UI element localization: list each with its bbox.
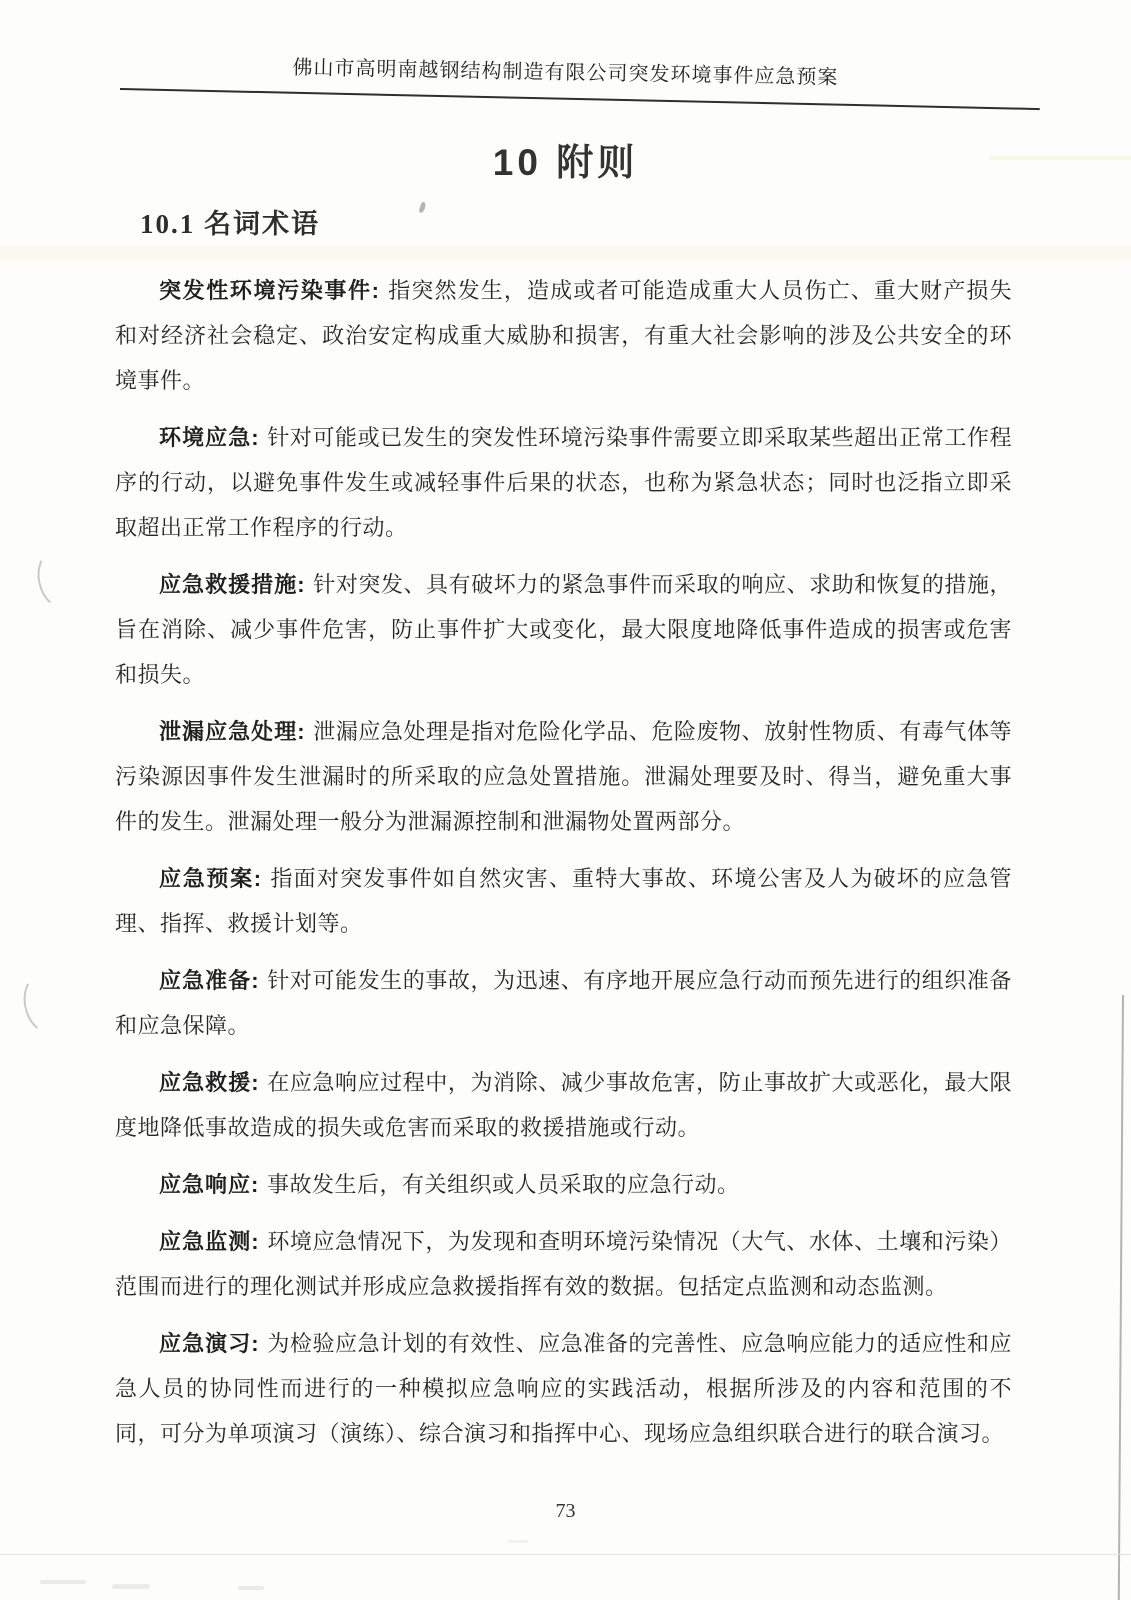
binder-ring-mark (32, 546, 83, 611)
term-label: 应急预案: (159, 866, 263, 891)
term-label: 泄漏应急处理: (159, 719, 306, 744)
term-definition: 为检验应急计划的有效性、应急准备的完善性、应急响应能力的适应性和应急人员的协同性而进行的一种模拟应急响应的实践活动，根据所涉及的内容和范围的不同，可分为单项演习（演练）、综合演习和指挥中心、现场应急组织联合进行的联合演习。 (115, 1331, 1012, 1446)
term-definition: 环境应急情况下，为发现和查明环境污染情况（大气、水体、土壤和污染）范围而进行的理化测试并形成应急救援指挥有效的数据。包括定点监测和动态监测。 (115, 1229, 1012, 1299)
term-label: 应急演习: (159, 1331, 260, 1356)
term-definition: 在应急响应过程中，为消除、减少事故危害，防止事故扩大或恶化，最大限度地降低事故造成的损失或危害而采取的救援措施或行动。 (115, 1070, 1012, 1140)
page-header-title: 佛山市高明南越钢结构制造有限公司突发环境事件应急预案 (292, 56, 839, 90)
term-definition: 指突然发生，造成或者可能造成重大人员伤亡、重大财产损失和对经济社会稳定、政治安定构成重大威胁和损害，有重大社会影响的涉及公共安全的环境事件。 (115, 278, 1012, 393)
term-definition: 针对突发、具有破坏力的紧急事件而采取的响应、求助和恢复的措施，旨在消除、减少事件危害，防止事件扩大或变化，最大限度地降低事件造成的损害或危害和损失。 (115, 572, 1012, 687)
term-definition: 针对可能发生的事故，为迅速、有序地开展应急行动而预先进行的组织准备和应急保障。 (115, 968, 1012, 1038)
binder-ring-mark (18, 968, 76, 1038)
page-number: 73 (555, 1500, 576, 1522)
term-paragraph (115, 1060, 1012, 1150)
scan-smudge (238, 1586, 264, 1590)
term-label: 环境应急: (159, 425, 260, 450)
term-label: 应急救援措施: (159, 572, 306, 597)
term-paragraph (115, 1321, 1012, 1456)
term-definition: 事故发生后，有关组织或人员采取的应急行动。 (267, 1172, 740, 1197)
term-paragraph (115, 958, 1012, 1048)
chapter-title: 10 附则 (492, 142, 639, 183)
header-rule (120, 88, 1040, 110)
term-label: 应急监测: (159, 1229, 260, 1254)
term-paragraph (115, 856, 1012, 946)
scan-smudge (112, 1584, 150, 1589)
terms-body (115, 268, 1012, 1468)
term-definition: 指面对突发事件如自然灾害、重特大事故、环境公害及人为破坏的应急管理、指挥、救援计划等。 (115, 866, 1012, 936)
term-label: 应急准备: (159, 968, 260, 993)
term-definition: 泄漏应急处理是指对危险化学品、危险废物、放射性物质、有毒气体等污染源因事件发生泄漏时的所采取的应急处置措施。泄漏处理要及时、得当，避免重大事件的发生。泄漏处理一般分为泄漏源控制和泄漏物处置两部分。 (115, 719, 1012, 834)
scan-smudge (508, 1540, 528, 1543)
section-title: 10.1 名词术语 (140, 209, 320, 239)
stray-mark (418, 201, 426, 213)
term-definition: 针对可能或已发生的突发性环境污染事件需要立即采取某些超出正常工作程序的行动，以避免事件发生或减轻事件后果的状态，也称为紧急状态；同时也泛指立即采取超出正常工作程序的行动。 (115, 425, 1012, 540)
term-paragraph (115, 562, 1012, 697)
term-label: 应急救援: (159, 1070, 260, 1095)
scan-bottom-rule (0, 1554, 1131, 1555)
term-label: 应急响应: (159, 1172, 260, 1197)
term-paragraph (115, 268, 1012, 403)
scan-smudge (40, 1580, 86, 1584)
scan-cream-band (0, 246, 1131, 261)
term-paragraph (115, 415, 1012, 550)
term-paragraph (115, 1162, 1012, 1207)
term-paragraph (115, 709, 1012, 844)
term-paragraph (115, 1219, 1012, 1309)
term-label: 突发性环境污染事件: (159, 278, 380, 303)
